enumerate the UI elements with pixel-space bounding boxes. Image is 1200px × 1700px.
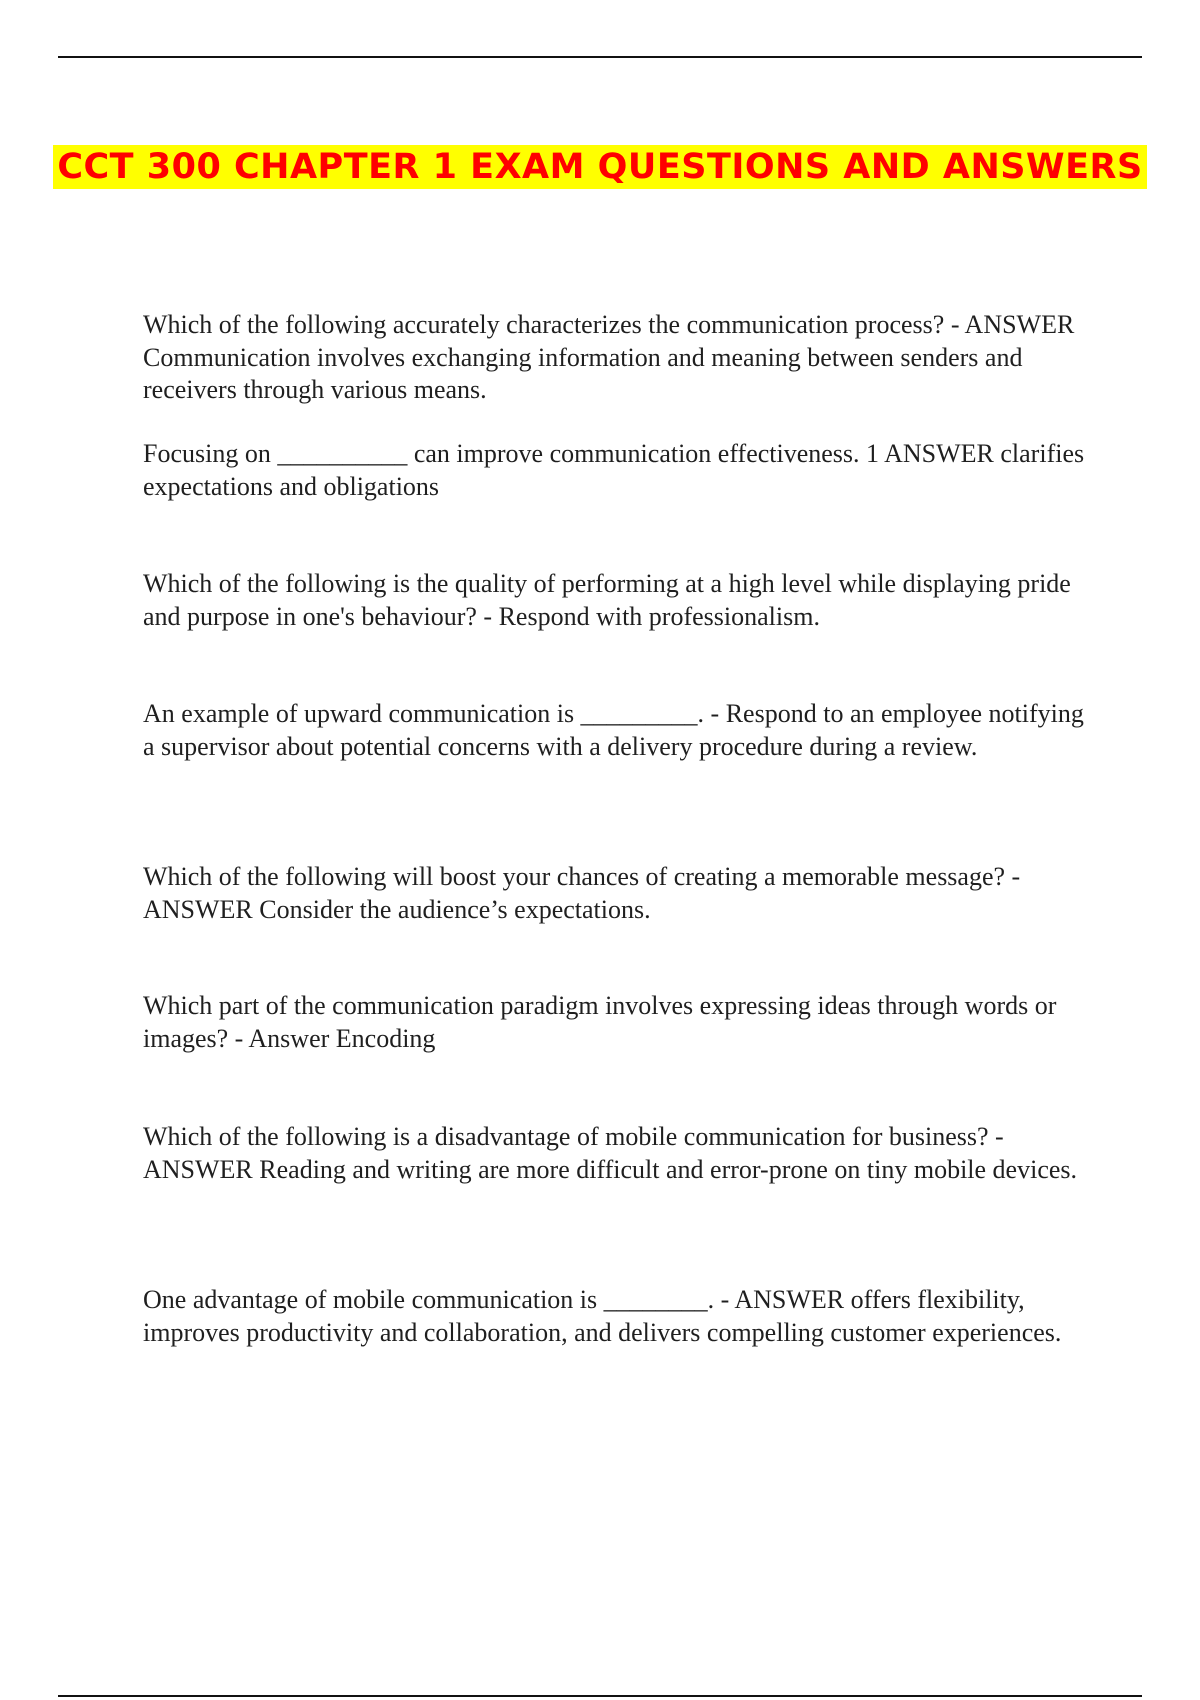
qa-item-4: An example of upward communication is _________. - Respond to an employee notifying a supervisor about potential concerns with a delivery procedure during a review. [143,699,1084,761]
document-title [0,140,1200,194]
qa-item-2: Focusing on __________ can improve communication effectiveness. 1 ANSWER clarifies expectations and obligations [143,439,1085,501]
document-title-text: CCT 300 CHAPTER 1 EXAM QUESTIONS AND ANSWERS [53,145,1146,189]
qa-item-1: Which of the following accurately characterizes the communication process? - ANSWER Communication involves exchanging information and meaning between senders and receivers through various means. [143,310,1075,404]
qa-item-3: Which of the following is the quality of performing at a high level while displaying pride and purpose in one's behaviour? - Respond with professionalism. [143,569,1071,631]
qa-item-6: Which part of the communication paradigm involves expressing ideas through words or images? - Answer Encoding [143,991,1057,1053]
qa-item-8: One advantage of mobile communication is ________. - ANSWER offers flexibility, improves productivity and collaboration, and delivers compelling customer experiences. [143,1285,1062,1347]
qa-item-7: Which of the following is a disadvantage of mobile communication for business? - ANSWER Reading and writing are more difficult and error-prone on tiny mobile devices. [143,1122,1078,1184]
bottom-divider [58,1695,1142,1697]
top-divider [58,56,1142,58]
qa-item-5: Which of the following will boost your chances of creating a memorable message? - ANSWER Consider the audience’s expectations. [143,862,1021,924]
